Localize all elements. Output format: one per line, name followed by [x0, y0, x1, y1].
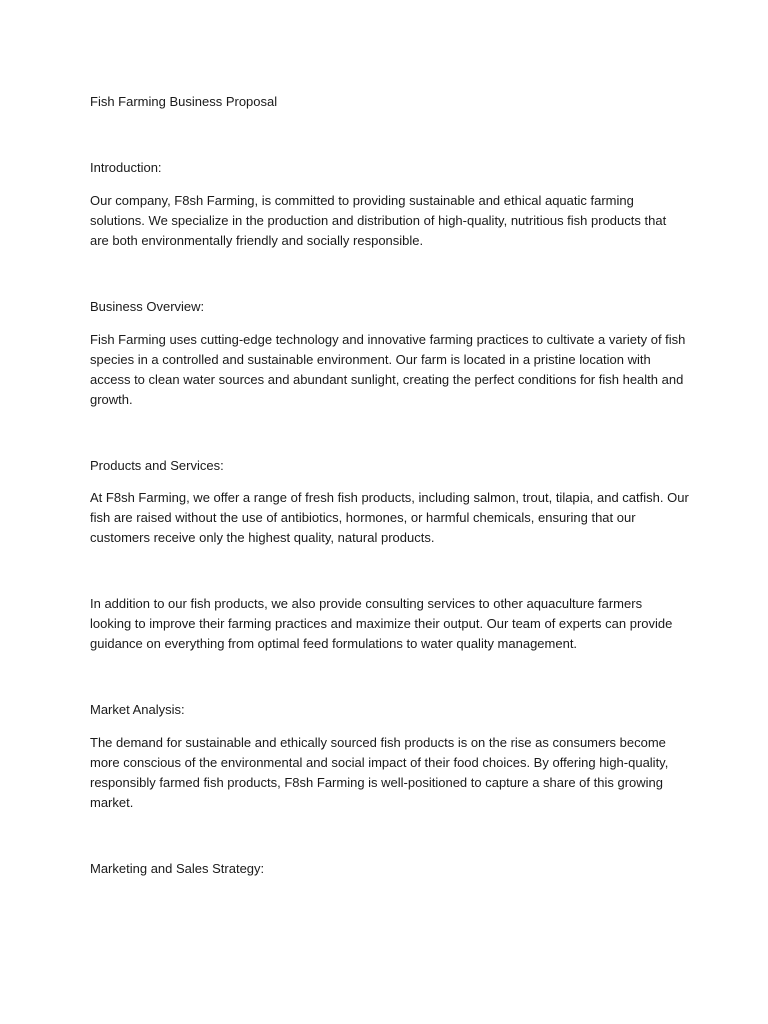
- paragraph-line: guidance on everything from optimal feed formulations to water quality management.: [90, 636, 578, 651]
- section-heading-marketing-and-sales-strategy: Marketing and Sales Strategy:: [90, 861, 265, 876]
- paragraph-line: are both environmentally friendly and socially responsible.: [90, 233, 424, 248]
- paragraph-line: species in a controlled and sustainable environment. Our farm is located in a pristine location with: [90, 352, 651, 367]
- paragraph-line: At F8sh Farming, we offer a range of fresh fish products, including salmon, trout, tilapia, and catfish. Our: [90, 490, 689, 505]
- paragraph-line: more conscious of the environmental and social impact of their food choices. By offering high-quality,: [90, 755, 669, 770]
- document-title: Fish Farming Business Proposal: [90, 94, 278, 109]
- paragraph-line: access to clean water sources and abundant sunlight, creating the perfect conditions for fish health and: [90, 372, 684, 387]
- paragraph-line: responsibly farmed fish products, F8sh Farming is well-positioned to capture a share of this growing: [90, 775, 663, 790]
- paragraph-line: In addition to our fish products, we also provide consulting services to other aquaculture farmers: [90, 596, 643, 611]
- paragraph-line: Fish Farming uses cutting-edge technology and innovative farming practices to cultivate a variety of fish: [90, 332, 686, 347]
- section-heading-market-analysis: Market Analysis:: [90, 702, 185, 717]
- section-heading-business-overview: Business Overview:: [90, 299, 205, 314]
- paragraph-line: growth.: [90, 392, 133, 407]
- products-paragraph: [90, 488, 690, 548]
- paragraph-line: Our company, F8sh Farming, is committed to providing sustainable and ethical aquatic farming: [90, 193, 634, 208]
- paragraph-line: The demand for sustainable and ethically sourced fish products is on the rise as consumers become: [90, 735, 666, 750]
- market-analysis-paragraph: [90, 733, 690, 813]
- paragraph-line: looking to improve their farming practices and maximize their output. Our team of experts can provide: [90, 616, 673, 631]
- paragraph-line: solutions. We specialize in the production and distribution of high-quality, nutritious fish products that: [90, 213, 667, 228]
- paragraph-line: customers receive only the highest quality, natural products.: [90, 530, 435, 545]
- services-paragraph: [90, 594, 690, 654]
- section-heading-products-and-services: Products and Services:: [90, 458, 224, 473]
- paragraph-line: market.: [90, 795, 134, 810]
- business-overview-paragraph: [90, 330, 690, 410]
- introduction-paragraph: [90, 191, 690, 251]
- paragraph-line: fish are raised without the use of antibiotics, hormones, or harmful chemicals, ensuring that our: [90, 510, 636, 525]
- section-heading-introduction: Introduction:: [90, 160, 162, 175]
